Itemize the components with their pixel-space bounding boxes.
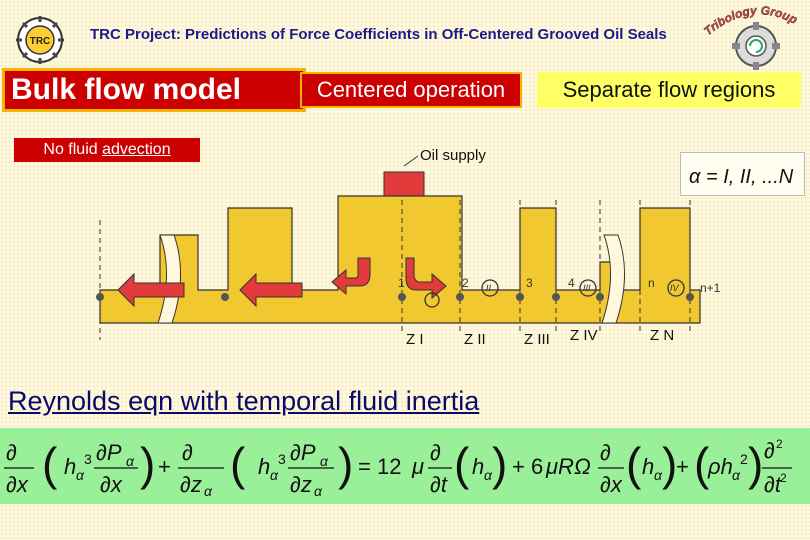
region-number: n: [648, 276, 655, 290]
svg-text:∂: ∂: [6, 440, 17, 465]
svg-text:∂z: ∂z: [290, 472, 312, 497]
svg-text:2: 2: [776, 437, 783, 451]
svg-text:α: α: [320, 453, 328, 469]
svg-text:∂t: ∂t: [430, 472, 447, 497]
region-number: 2: [462, 276, 469, 290]
svg-text:h: h: [64, 454, 77, 479]
z-label: Z II: [464, 331, 486, 348]
advection-word[interactable]: advection: [102, 141, 171, 158]
svg-text:h: h: [472, 454, 485, 479]
svg-text:): ): [748, 438, 764, 490]
svg-text:∂P: ∂P: [96, 440, 122, 465]
z-label: Z III: [524, 331, 550, 348]
svg-text:∂: ∂: [430, 440, 441, 465]
svg-text:α: α: [126, 453, 134, 469]
svg-text:∂: ∂: [764, 438, 775, 463]
svg-text:(: (: [454, 438, 470, 490]
flow-label: III: [583, 283, 591, 293]
svg-text:= 12: = 12: [358, 454, 402, 479]
advection-prefix: No fluid: [43, 141, 103, 158]
region-number: n+1: [700, 281, 721, 295]
svg-text:3: 3: [278, 451, 286, 467]
svg-text:∂: ∂: [182, 440, 193, 465]
svg-text:+: +: [676, 454, 689, 479]
separate-flow-regions-label: Separate flow regions: [537, 72, 801, 108]
svg-text:∂t: ∂t: [764, 472, 781, 497]
svg-text:α: α: [270, 467, 278, 483]
svg-text:+ 6: + 6: [512, 454, 544, 479]
svg-text:+: +: [158, 454, 171, 479]
flow-label: IV: [670, 283, 679, 293]
svg-text:Tribology Group: Tribology Group: [701, 3, 800, 39]
svg-text:ρh: ρh: [708, 454, 733, 479]
svg-text:(: (: [230, 438, 246, 490]
z-label: Z IV: [570, 327, 598, 344]
svg-text:(: (: [694, 438, 710, 490]
svg-text:): ): [338, 438, 354, 490]
flow-label: II: [486, 283, 492, 293]
svg-text:α: α: [732, 467, 740, 483]
region-number: 4: [568, 276, 575, 290]
svg-text:α: α: [484, 467, 492, 483]
svg-text:): ): [140, 438, 156, 490]
svg-text:∂x: ∂x: [6, 472, 28, 497]
svg-text:α: α: [76, 467, 84, 483]
reynolds-equation: [0, 428, 810, 504]
svg-text:h: h: [258, 454, 271, 479]
svg-text:): ): [492, 438, 508, 490]
svg-text:∂x: ∂x: [600, 472, 622, 497]
svg-text:α: α: [654, 467, 662, 483]
svg-text:∂x: ∂x: [100, 472, 122, 497]
svg-text:2: 2: [780, 471, 787, 485]
svg-text:∂: ∂: [600, 440, 611, 465]
trc-logo-icon: [14, 14, 66, 66]
region-number: 3: [526, 276, 533, 290]
svg-text:2: 2: [740, 451, 748, 467]
svg-text:TRC: TRC: [29, 36, 51, 47]
alpha-equation: α = I, II, ...N: [689, 166, 794, 188]
oil-supply-label: Oil supply: [420, 147, 486, 164]
header-title: TRC Project: Predictions of Force Coefficients in Off-Centered Grooved Oil Seals: [90, 26, 667, 43]
centered-operation-banner: Centered operation: [300, 72, 522, 108]
svg-text:α: α: [314, 483, 322, 499]
svg-text:∂P: ∂P: [290, 440, 316, 465]
bulk-flow-title: Bulk flow model: [2, 68, 306, 112]
reynolds-equation-title: Reynolds eqn with temporal fluid inertia: [8, 386, 480, 416]
tribology-gear-icon: [700, 2, 810, 82]
svg-text:α: α: [204, 483, 212, 499]
svg-text:∂z: ∂z: [180, 472, 202, 497]
svg-text:μRΩ: μRΩ: [546, 454, 591, 479]
seal-groove-diagram: [0, 140, 810, 380]
z-label: Z I: [406, 331, 424, 348]
svg-text:3: 3: [84, 451, 92, 467]
z-label: Z N: [650, 327, 675, 344]
svg-text:h: h: [642, 454, 655, 479]
svg-text:μ: μ: [412, 454, 425, 479]
svg-text:(: (: [626, 438, 642, 490]
region-number: 1: [398, 276, 405, 290]
svg-text:): ): [662, 438, 678, 490]
svg-text:(: (: [42, 438, 58, 490]
